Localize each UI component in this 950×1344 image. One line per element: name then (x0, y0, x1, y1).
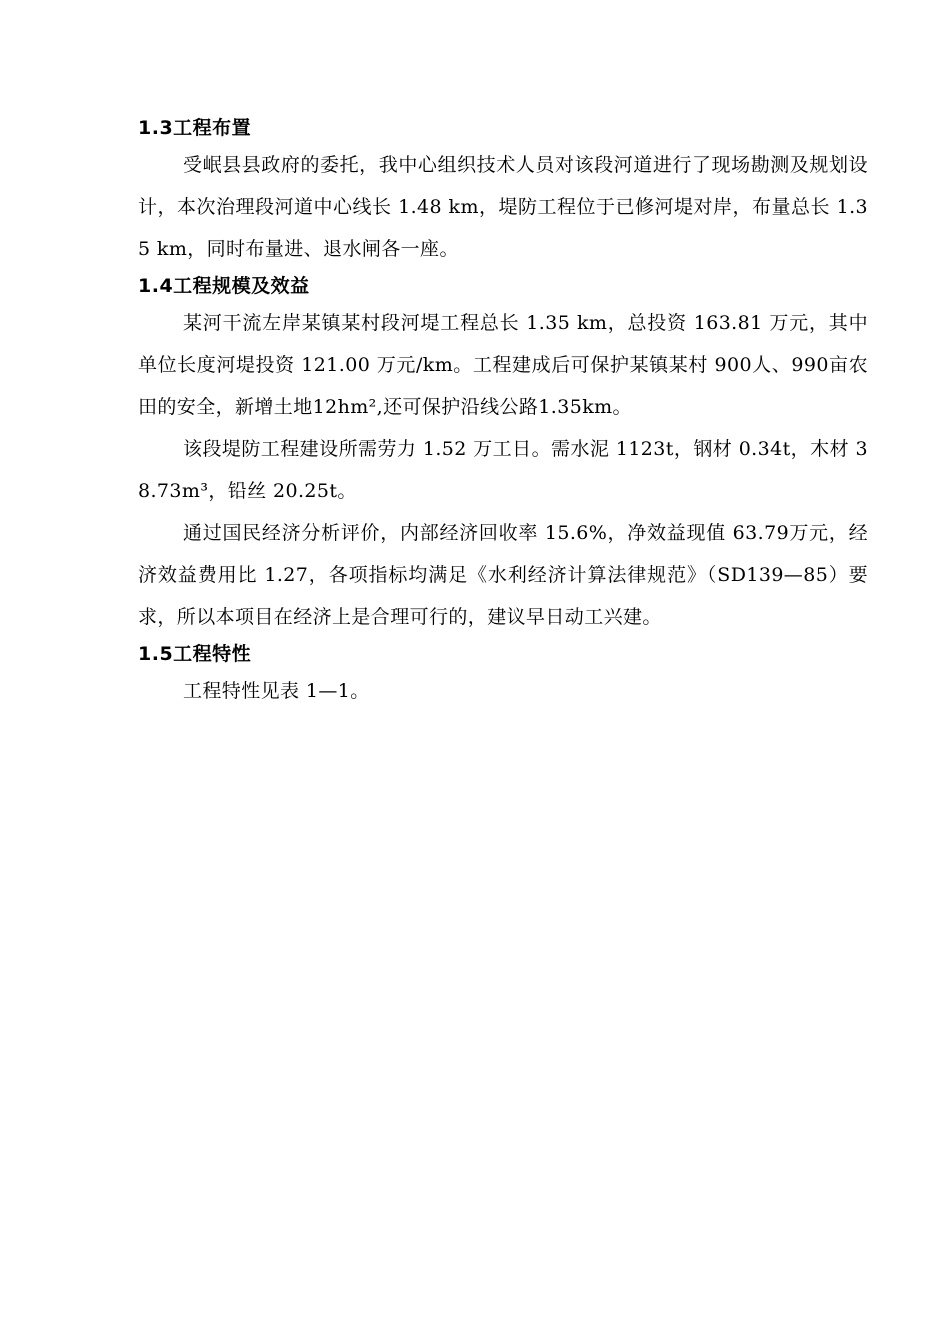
section-heading-1-3: 1.3工程布置 (138, 117, 252, 139)
section-heading-1-4: 1.4工程规模及效益 (138, 275, 310, 297)
paragraph-labor-materials: 该段堤防工程建设所需劳力 1.52 万工日。需水泥 1123t，钢材 0.34t，木材 38.73m³，铅丝 20.25t。 (138, 438, 868, 502)
paragraph-project-scale: 某河干流左岸某镇某村段河堤工程总长 1.35 km，总投资 163.81 万元，其中单位长度河堤投资 121.00 万元/km。工程建成后可保护某镇某村 900人、990亩农田的安全，新增土地12hm²,还可保护沿线公路1.35km。 (138, 312, 868, 418)
paragraph-economic-evaluation: 通过国民经济分析评价，内部经济回收率 15.6%，净效益现值 63.79万元，经济效益费用比 1.27，各项指标均满足《水利经济计算法律规范》（SD139—85）要求，所以本项目在经济上是合理可行的，建议早日动工兴建。 (138, 522, 868, 628)
paragraph-project-layout: 受岷县县政府的委托，我中心组织技术人员对该段河道进行了现场勘测及规划设计，本次治理段河道中心线长 1.48 km，堤防工程位于已修河堤对岸，布量总长 1.35 km，同时布量进、退水闸各一座。 (138, 154, 868, 260)
paragraph-project-characteristics: 工程特性见表 1—1。 (183, 680, 370, 702)
section-heading-1-5: 1.5工程特性 (138, 643, 252, 665)
document-body (138, 112, 868, 712)
